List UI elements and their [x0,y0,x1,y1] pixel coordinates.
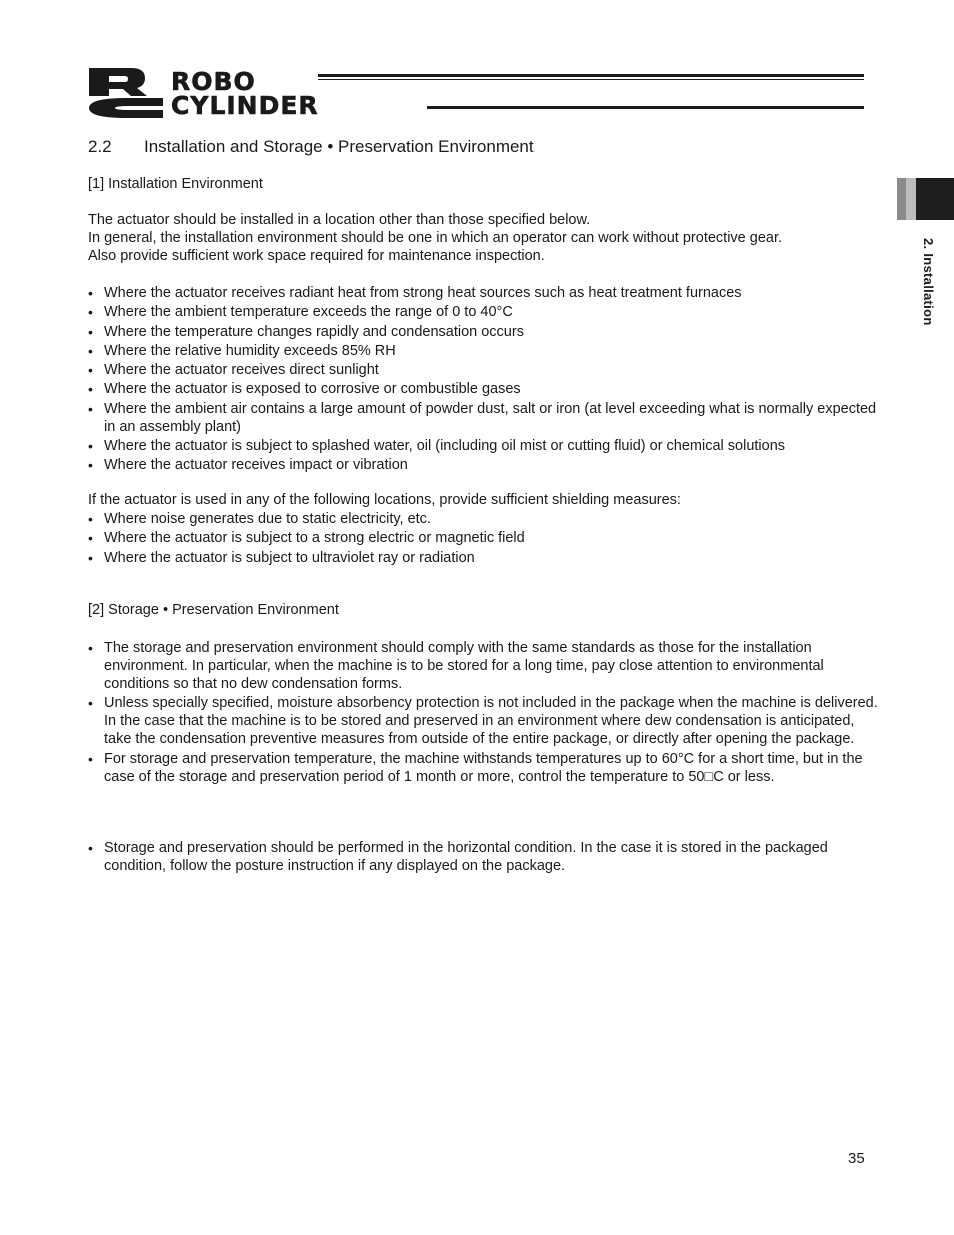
shielding-intro: If the actuator is used in any of the following locations, provide sufficient shielding measures: [88,492,681,508]
list-item: • Where the actuator is subject to splashed water, oil (including oil mist or cutting fluid) or chemical solutions [88,437,878,455]
header-rule-bottom [427,106,864,109]
logo-text-cylinder: CYLINDER [171,91,319,120]
header-rule-top-thin [318,79,864,80]
header-rule-top-thick [318,74,864,77]
list-item: • Where the relative humidity exceeds 85% RH [88,342,878,360]
list-item: • Unless specially specified, moisture absorbency protection is not included in the package when the machine is delivered. In the case that the machine is to be stored and preserved in an environment where dew condensation is anticipated, take the condensation preventive measures from outside of the entire package, or directly after opening the package. [88,694,878,748]
storage-list-posture [88,839,878,876]
page-number: 35 [848,1150,865,1167]
section-title: Installation and Storage • Preservation Environment [144,137,534,156]
storage-list [88,639,878,787]
list-item: • Where the actuator is exposed to corrosive or combustible gases [88,380,878,398]
rc-logo-mark-icon [87,66,163,118]
installation-avoid-list [88,284,878,476]
installation-intro [88,211,878,265]
list-item: • Where the actuator receives impact or vibration [88,456,878,474]
subsection-title-storage: [2] Storage • Preservation Environment [88,602,339,618]
subsection-title-installation: [1] Installation Environment [88,176,263,192]
intro-line: The actuator should be installed in a location other than those specified below. [88,212,591,228]
chapter-tab-label: 2. Installation [921,238,936,326]
list-item: • Storage and preservation should be performed in the horizontal condition. In the case it is stored in the packaged condition, follow the posture instruction if any displayed on the package. [88,839,878,875]
list-item: • Where the ambient temperature exceeds the range of 0 to 40°C [88,303,878,321]
list-item: • Where the temperature changes rapidly and condensation occurs [88,323,878,341]
intro-line: Also provide sufficient work space required for maintenance inspection. [88,248,545,264]
list-item: • Where the actuator is subject to ultraviolet ray or radiation [88,549,878,567]
intro-line: In general, the installation environment should be one in which an operator can work without protective gear. [88,230,783,246]
chapter-tab-marker [897,178,954,220]
list-item: • Where noise generates due to static electricity, etc. [88,510,878,528]
list-item: • Where the actuator is subject to a strong electric or magnetic field [88,529,878,547]
section-number: 2.2 [88,137,112,156]
logo-text-robo: ROBO [171,67,256,96]
list-item: • The storage and preservation environment should comply with the same standards as those for the installation environment. In particular, when the machine is to be stored for a long time, pay close attention to environmental conditions so that no dew condensation forms. [88,639,878,693]
section-heading [88,137,534,157]
list-item: • Where the ambient air contains a large amount of powder dust, salt or iron (at level exceeding what is normally expected in an assembly plant) [88,400,878,436]
list-item: • Where the actuator receives direct sunlight [88,361,878,379]
list-item: • For storage and preservation temperature, the machine withstands temperatures up to 60°C for a short time, but in the case of the storage and preservation period of 1 month or more, control the temperature to 50□C or less. [88,750,878,786]
list-item: • Where the actuator receives radiant heat from strong heat sources such as heat treatment furnaces [88,284,878,302]
shielding-list [88,510,878,568]
